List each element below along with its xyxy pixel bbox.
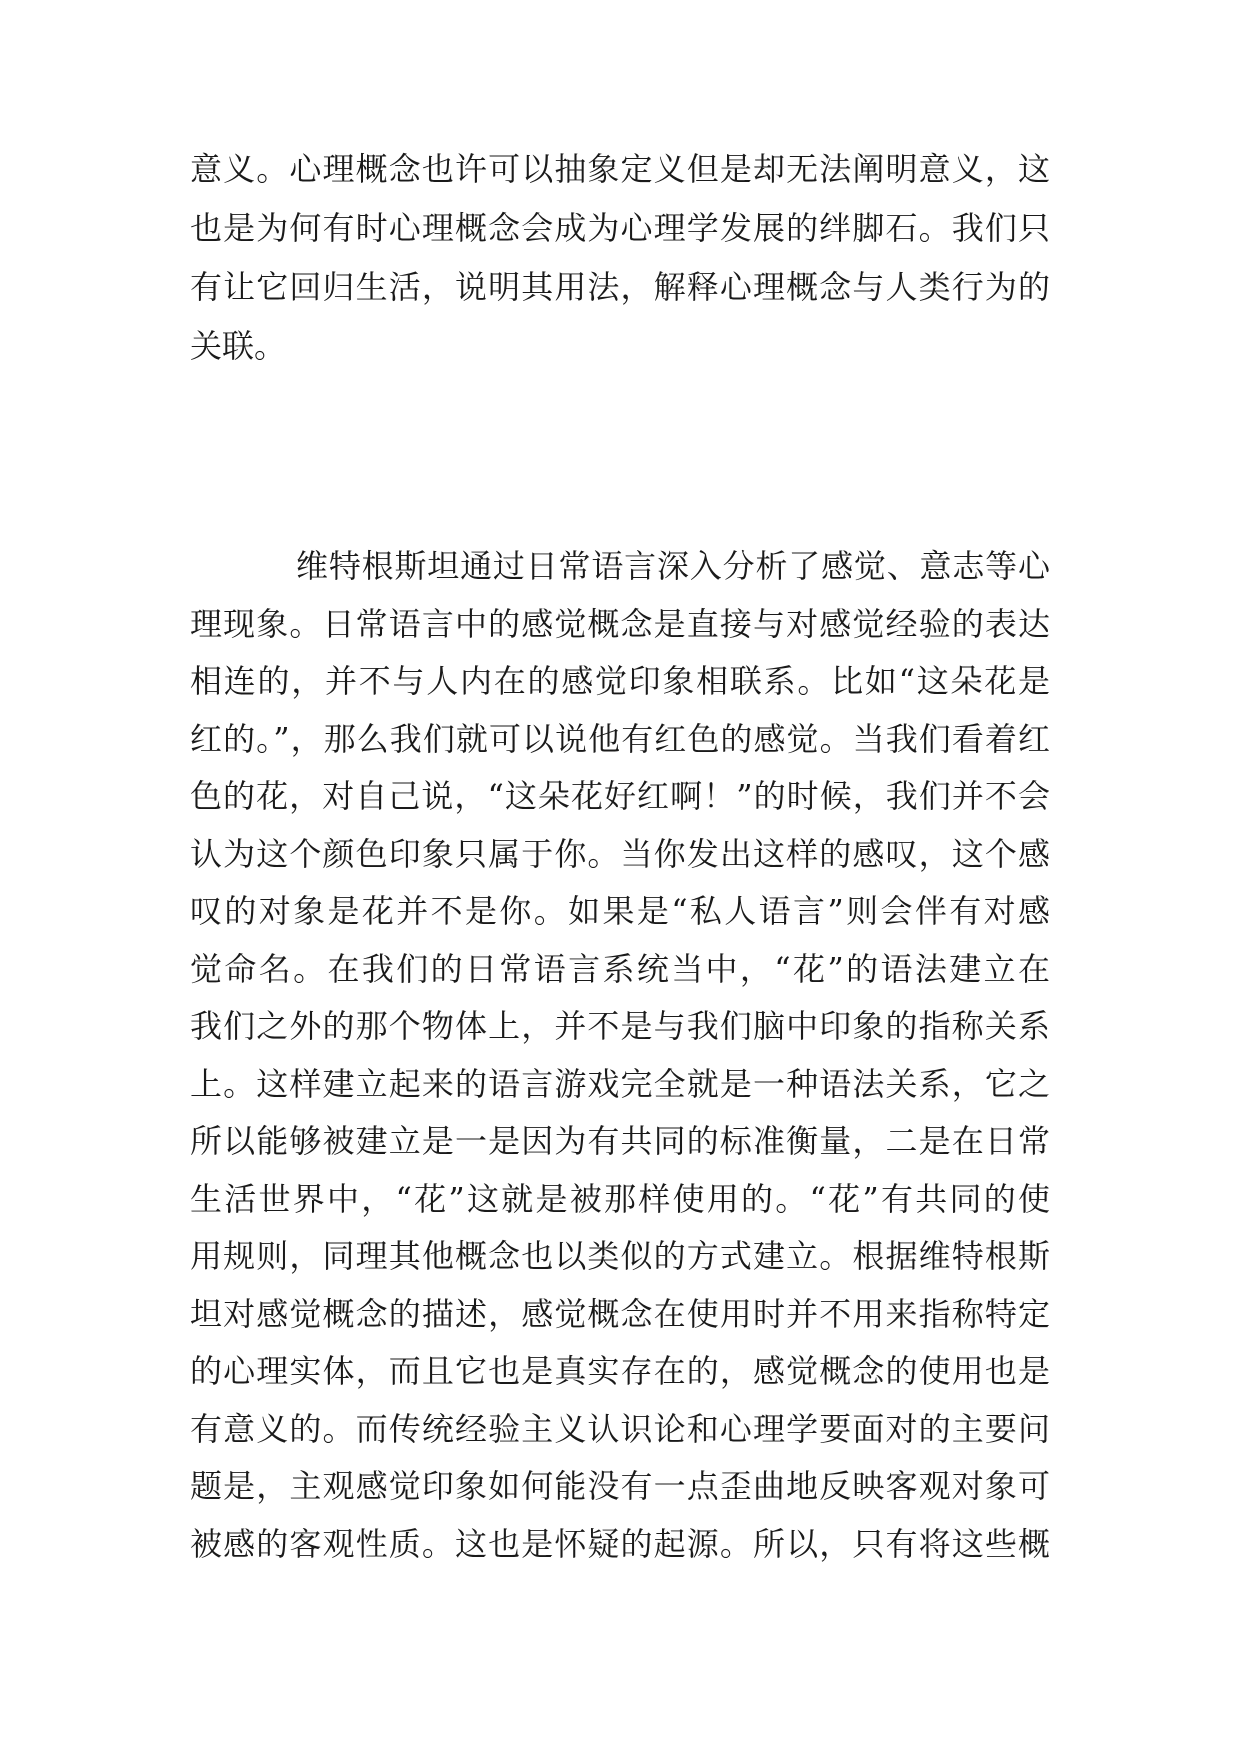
text-line: 的心理实体，而且它也是真实存在的，感觉概念的使用也是: [190, 1352, 1050, 1390]
text-line: 觉命名。在我们的日常语言系统当中，“花”的语法建立在: [190, 949, 1050, 988]
text-line: 意义。心理概念也许可以抽象定义但是却无法阐明意义，这: [190, 150, 1050, 188]
text-line: 有让它回归生活，说明其用法，解释心理概念与人类行为的: [190, 268, 1050, 306]
text-line: 也是为何有时心理概念会成为心理学发展的绊脚石。我们只: [190, 209, 1050, 247]
text-line: 坦对感觉概念的描述，感觉概念在使用时并不用来指称特定: [190, 1294, 1050, 1333]
text-line: 用规则，同理其他概念也以类似的方式建立。根据维特根斯: [190, 1237, 1050, 1275]
text-line: 相连的，并不与人内在的感觉印象相联系。比如“这朵花是: [190, 662, 1050, 700]
text-line: 题是，主观感觉印象如何能没有一点歪曲地反映客观对象可: [190, 1467, 1050, 1505]
text-line: 红的。”，那么我们就可以说他有红色的感觉。当我们看着红: [190, 719, 1050, 758]
text-line: 有意义的。而传统经验主义认识论和心理学要面对的主要问: [190, 1409, 1050, 1448]
text-line: 理现象。日常语言中的感觉概念是直接与对感觉经验的表达: [190, 604, 1050, 643]
text-line: 认为这个颜色印象只属于你。当你发出这样的感叹，这个感: [190, 834, 1050, 873]
text-line: 上。这样建立起来的语言游戏完全就是一种语法关系，它之: [190, 1064, 1050, 1103]
text-line: 所以能够被建立是一是因为有共同的标准衡量，二是在日常: [190, 1122, 1050, 1160]
text-line: 关联。: [190, 327, 287, 365]
text-line: 生活世界中，“花”这就是被那样使用的。“花”有共同的使: [190, 1179, 1050, 1218]
text-line: 维特根斯坦通过日常语言深入分析了感觉、意志等心: [296, 547, 1050, 585]
text-line: 被感的客观性质。这也是怀疑的起源。所以，只有将这些概: [190, 1524, 1050, 1563]
text-line: 我们之外的那个物体上，并不是与我们脑中印象的指称关系: [190, 1007, 1050, 1045]
text-line: 色的花，对自己说，“这朵花好红啊！”的时候，我们并不会: [190, 777, 1050, 815]
text-line: 叹的对象是花并不是你。如果是“私人语言”则会伴有对感: [190, 892, 1050, 930]
